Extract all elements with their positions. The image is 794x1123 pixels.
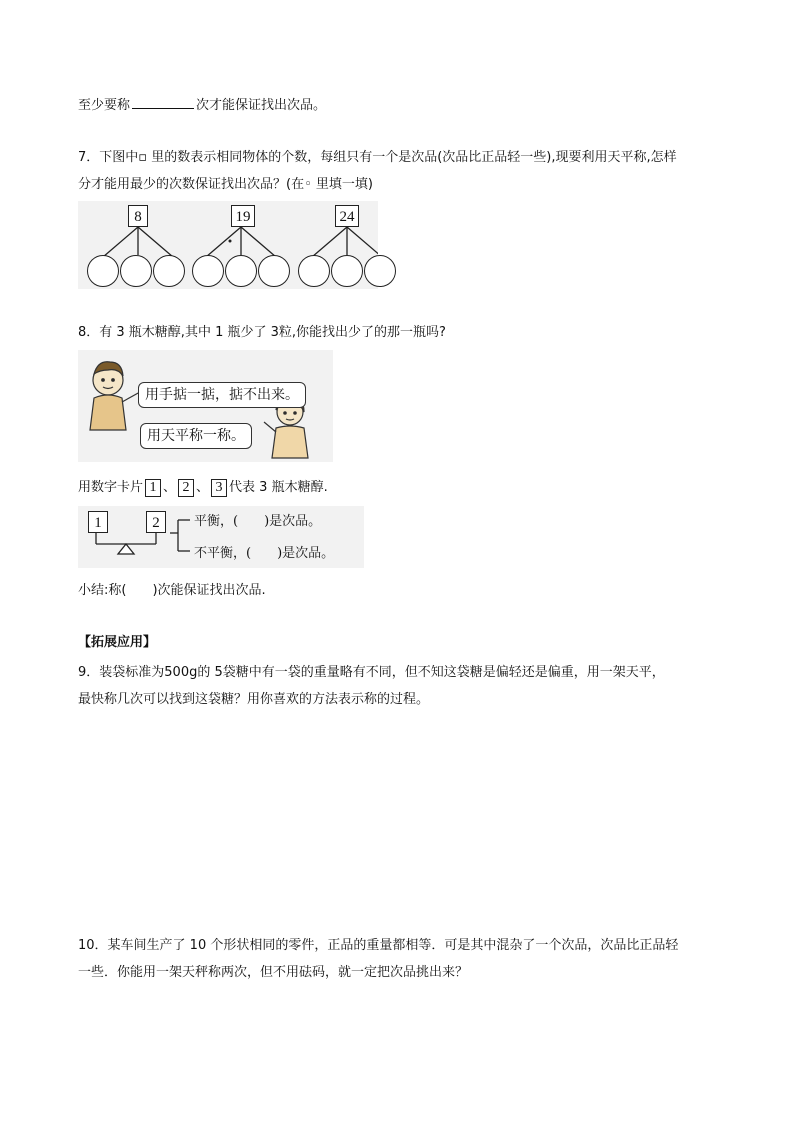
section-title: 【拓展应用】 bbox=[78, 635, 157, 650]
q6-tail-line bbox=[78, 94, 326, 116]
q7-line1: 7．下图中▫ 里的数表示相同物体的个数，每组只有一个是次品(次品比正品轻一些),现要利用天平称,怎样 bbox=[78, 150, 677, 165]
speech-bubble-girl: 用天平称一称。 bbox=[140, 423, 252, 449]
sep-1: 、 bbox=[163, 480, 177, 495]
q8-balance-figure bbox=[78, 506, 364, 568]
q7-line2: 分才能用最少的次数保证找出次品？(在◦ 里填一填) bbox=[78, 177, 373, 192]
q6-tail-post: 次才能保证找出次品。 bbox=[196, 98, 327, 113]
group1-circle-b[interactable] bbox=[120, 255, 152, 287]
q8-dialogue-figure bbox=[78, 350, 333, 462]
group2-circle-c[interactable] bbox=[258, 255, 290, 287]
sep-2: 、 bbox=[196, 480, 210, 495]
cards-pre: 用数字卡片 bbox=[78, 480, 144, 495]
group3-circle-c[interactable] bbox=[364, 255, 396, 287]
q8-summary: 小结:称( )次能保证找出次品. bbox=[78, 583, 266, 598]
group-count-2: 19 bbox=[231, 205, 255, 227]
group3-circle-b[interactable] bbox=[331, 255, 363, 287]
cards-post: 代表 3 瓶木糖醇. bbox=[229, 480, 328, 495]
pan-right-card: 2 bbox=[146, 511, 166, 533]
q9-line2: 最快称几次可以找到这袋糖？用你喜欢的方法表示称的过程。 bbox=[78, 692, 430, 707]
q8-title: 8．有 3 瓶木糖醇,其中 1 瓶少了 3粒,你能找出少了的那一瓶吗? bbox=[78, 325, 446, 340]
boy-icon bbox=[90, 362, 140, 430]
branch-unbalanced: 不平衡，( )是次品。 bbox=[194, 546, 335, 561]
answer-blank[interactable] bbox=[132, 94, 194, 109]
group3-circle-a[interactable] bbox=[298, 255, 330, 287]
card-1: 1 bbox=[145, 479, 161, 497]
group2-circle-b[interactable] bbox=[225, 255, 257, 287]
group1-circle-a[interactable] bbox=[87, 255, 119, 287]
card-3: 3 bbox=[211, 479, 227, 497]
group-count-3: 24 bbox=[335, 205, 359, 227]
pan-left-card: 1 bbox=[88, 511, 108, 533]
q10-line1: 10．某车间生产了 10 个形状相同的零件，正品的重量都相等．可是其中混杂了一个次品，次品比正品轻 bbox=[78, 938, 679, 953]
speech-bubble-boy: 用手掂一掂，掂不出来。 bbox=[138, 382, 306, 408]
q6-tail-pre: 至少要称 bbox=[78, 98, 131, 113]
q8-cards-line bbox=[78, 478, 328, 498]
branch-balanced: 平衡，( )是次品。 bbox=[194, 514, 322, 529]
card-2: 2 bbox=[178, 479, 194, 497]
q9-line1: 9．装袋标准为500g的 5袋糖中有一袋的重量略有不同，但不知这袋糖是偏轻还是偏重，用一架天平， bbox=[78, 665, 665, 680]
group2-circle-a[interactable] bbox=[192, 255, 224, 287]
group-count-1: 8 bbox=[128, 205, 148, 227]
group1-circle-c[interactable] bbox=[153, 255, 185, 287]
q7-figure bbox=[78, 201, 378, 289]
q10-line2: 一些．你能用一架天秤称两次，但不用砝码，就一定把次品挑出来？ bbox=[78, 965, 469, 980]
